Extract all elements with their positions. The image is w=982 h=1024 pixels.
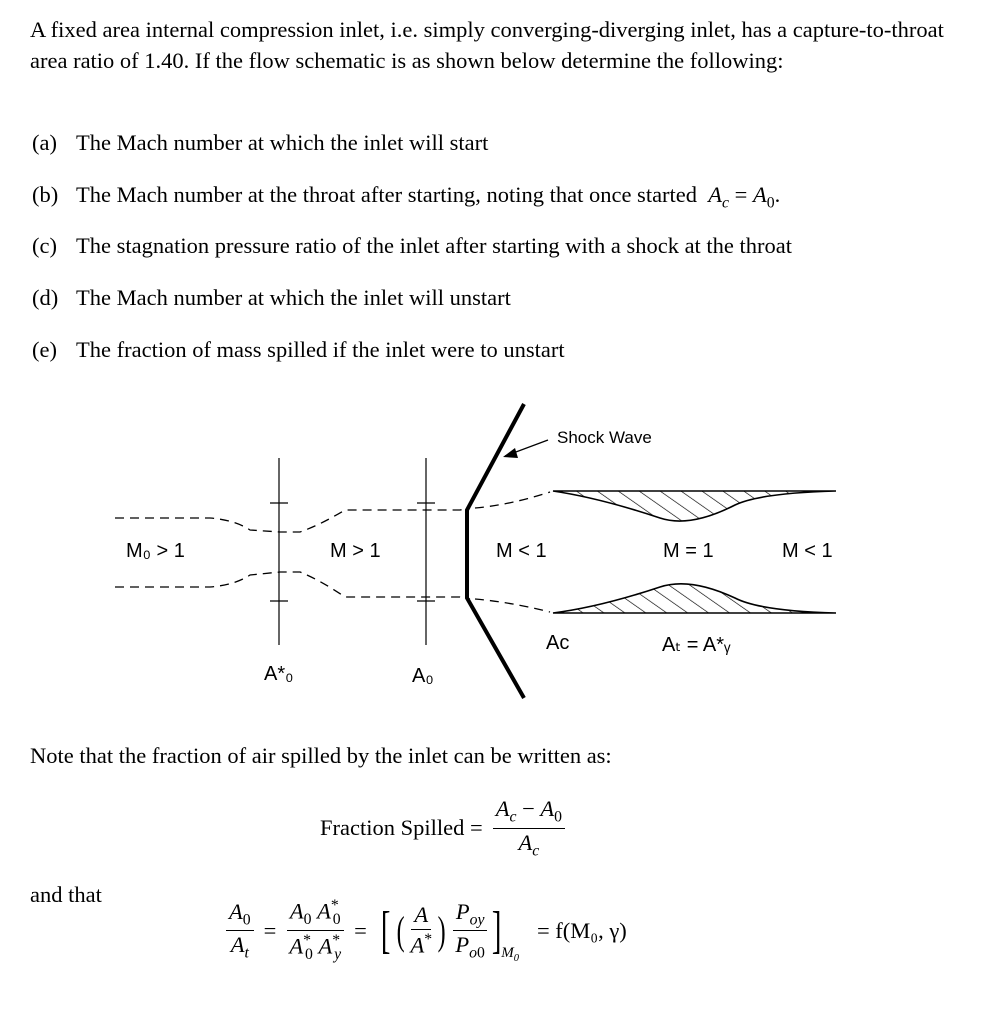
item-text: The fraction of mass spilled if the inlet were to unstart xyxy=(76,337,565,362)
region-label-m0: M₀ > 1 xyxy=(126,540,185,562)
item-math: $A_c = A_0$. xyxy=(708,182,781,212)
fraction-spilled-fraction xyxy=(493,796,565,860)
shock-wave-label: Shock Wave xyxy=(557,428,652,447)
item-text: The Mach number at the throat after starting, noting that once started xyxy=(76,182,698,207)
item-label: (d) xyxy=(32,285,59,310)
item-label: (c) xyxy=(32,233,57,258)
result-function: = f(M₀, γ) xyxy=(536,917,627,943)
inlet-upper-wall xyxy=(553,491,836,521)
label-ac: Aᴄ xyxy=(546,632,570,654)
item-label: (e) xyxy=(32,337,57,362)
streamline-post-shock-upper xyxy=(475,492,550,508)
fraction-spilled-label: Fraction Spilled = xyxy=(320,815,483,841)
inlet-lower-wall xyxy=(553,584,836,613)
streamline-lower xyxy=(115,572,470,599)
item-text: The Mach number at which the inlet will unstart xyxy=(76,285,511,310)
region-label-m-subsonic-1: M < 1 xyxy=(496,540,547,562)
label-a0: A₀ xyxy=(412,665,434,687)
fraction-numerator: $A_c - A_0$ xyxy=(493,796,565,829)
fraction-denominator: $A_c$ xyxy=(518,829,540,860)
ratio-product: $\frac{A_0 A^*_0}{A^*_0 A^*_y}$ xyxy=(286,897,344,964)
ratio-a0-at: $\frac{A_0}{A_t}$ xyxy=(226,899,254,963)
ratio-area-star: $\frac{A}{A^*}$ xyxy=(410,902,433,958)
problem-intro: A fixed area internal compression inlet, i.e. simply converging-diverging inlet, has a capture-to-throat area ratio of 1.40. If the flow schematic is as shown below determine the following: xyxy=(30,17,944,73)
label-throat-area: Aₜ = A*ᵧ xyxy=(662,634,731,656)
item-text: The stagnation pressure ratio of the inlet after starting with a shock at the throat xyxy=(76,233,793,258)
ratio-stagnation-pressure: $\frac{P_{oy}}{P_{o0}}$ xyxy=(452,899,488,963)
area-ratio-equation: $\frac{A_0}{A_t}$ = $\frac{A_0 A^*_0}{A^*_0 A^*_y}$ = [ ( $\frac{A}{A^*}$ ) $\frac{P_{oy}}{P_{o0}}$ ] $M_0$ = f(M₀, γ) xyxy=(226,897,627,964)
item-label: (b) xyxy=(32,182,59,207)
region-label-m-subsonic-2: M < 1 xyxy=(782,540,833,562)
streamline-post-shock-lower xyxy=(475,599,550,612)
region-label-m-supersonic: M > 1 xyxy=(330,540,381,562)
label-a0-star: A*₀ xyxy=(264,663,294,685)
region-label-m-throat: M = 1 xyxy=(663,540,714,562)
streamline-upper xyxy=(115,508,470,532)
item-text: The Mach number at which the inlet will start xyxy=(76,130,489,155)
fraction-spilled-equation xyxy=(320,796,565,860)
item-label: (a) xyxy=(32,130,57,155)
and-that-text: and that xyxy=(30,882,102,907)
note-text: Note that the fraction of air spilled by the inlet can be written as: xyxy=(30,743,612,768)
